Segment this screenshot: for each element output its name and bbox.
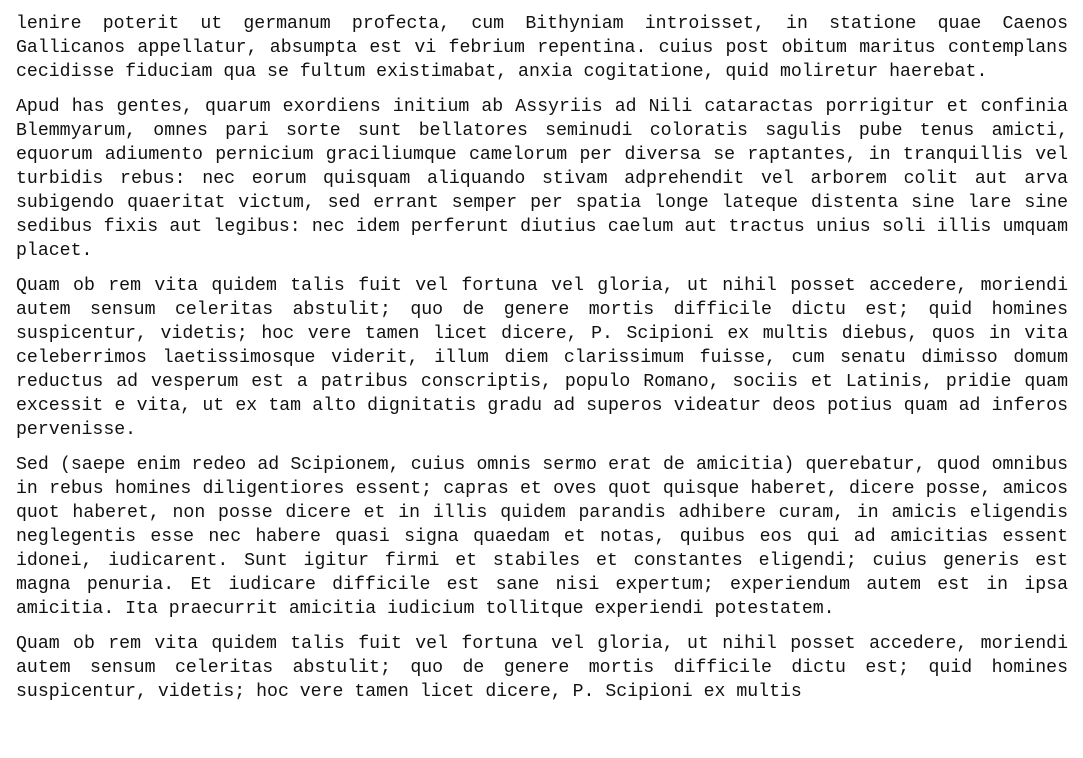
document-body	[16, 12, 1068, 715]
paragraph-3: Quam ob rem vita quidem talis fuit vel fortuna vel gloria, ut nihil posset accedere, moriendi autem sensum celeritas abstulit; quo de genere mortis difficile dictu est; quid homines suspicentur, videtis; hoc vere tamen licet dicere, P. Scipioni ex multis diebus, quos in vita celeberrimos laetissimosque viderit, illum diem clarissimum fuisse, cum senatu dimisso domum reductus ad vesperum est a patribus conscriptis, populo Romano, sociis et Latinis, pridie quam excessit e vita, ut ex tam alto dignitatis gradu ad superos videatur deos potius quam ad inferos pervenisse.	[16, 276, 1068, 440]
paragraph-1: lenire poterit ut germanum profecta, cum Bithyniam introisset, in statione quae Caenos Gallicanos appellatur, absumpta est vi febrium repentina. cuius post obitum maritus contemplans cecidisse fiduciam qua se fultum existimabat, anxia cogitatione, quid moliretur haerebat.	[16, 14, 1068, 82]
paragraph-2: Apud has gentes, quarum exordiens initium ab Assyriis ad Nili cataractas porrigitur et confinia Blemmyarum, omnes pari sorte sunt bellatores seminudi coloratis sagulis pube tenus amicti, equorum adiumento pernicium graciliumque camelorum per diversa se raptantes, in tranquillis vel turbidis rebus: nec eorum quisquam aliquando stivam adprehendit vel arborem colit aut arva subigendo quaeritat victum, sed errant semper per spatia longe lateque distenta sine lare sine sedibus fixis aut legibus: nec idem perferunt diutius caelum aut tractus unius soli illis umquam placet.	[16, 97, 1068, 261]
paragraph-5: Quam ob rem vita quidem talis fuit vel fortuna vel gloria, ut nihil posset accedere, moriendi autem sensum celeritas abstulit; quo de genere mortis difficile dictu est; quid homines suspicentur, videtis; hoc vere tamen licet dicere, P. Scipioni ex multis	[16, 634, 1068, 702]
paragraph-4: Sed (saepe enim redeo ad Scipionem, cuius omnis sermo erat de amicitia) querebatur, quod omnibus in rebus homines diligentiores essent; capras et oves quot quisque haberet, dicere posse, amicos quot haberet, non posse dicere et in illis quidem parandis adhibere curam, in amicis eligendis neglegentis esse nec habere quasi signa quaedam et notas, quibus eos qui ad amicitias essent idonei, iudicarent. Sunt igitur firmi et stabiles et constantes eligendi; cuius generis est magna penuria. Et iudicare difficile est sane nisi expertum; experiendum autem est in ipsa amicitia. Ita praecurrit amicitia iudicium tollitque experiendi potestatem.	[16, 455, 1068, 619]
